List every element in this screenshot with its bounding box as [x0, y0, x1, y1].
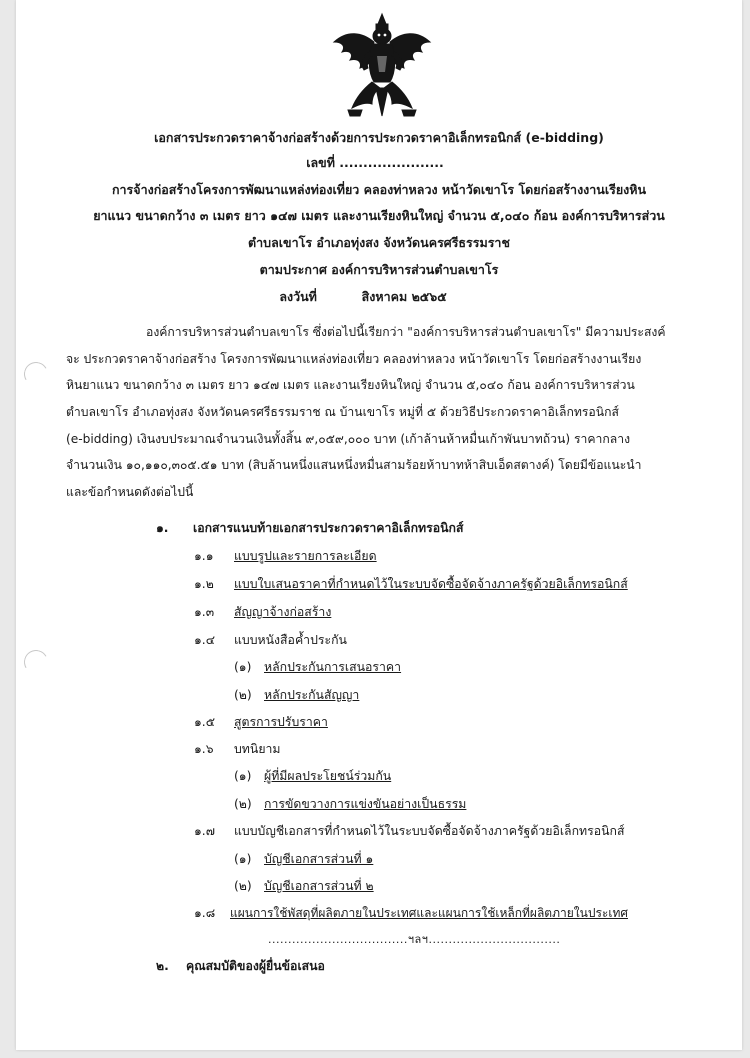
document-title: เอกสารประกวดราคาจ้างก่อสร้างด้วยการประกวดราคาอิเล็กทรอนิกส์ (e-bidding) — [154, 130, 604, 145]
sub-item-number: (๑) — [234, 769, 252, 783]
item-number: ๑.๕ — [194, 715, 216, 729]
item-text: แผนการใช้พัสดุที่ผลิตภายในประเทศและแผนการใช้เหล็กที่ผลิตภายในประเทศ — [230, 906, 628, 920]
body-line-6: จำนวนเงิน ๑๐,๑๑๐,๓๐๕.๕๑ บาท (สิบล้านหนึ่งแสนหนึ่งหมื่นสามร้อยห้าบาทห้าสิบเอ็ดสตางค์) โดยมีข้อแนะนำ — [66, 458, 642, 472]
sub-item-number: (๑) — [234, 660, 252, 674]
item-number: ๑.๗ — [194, 824, 215, 838]
document-page — [16, 0, 742, 1050]
sub-item-text: หลักประกันสัญญา — [264, 688, 360, 702]
ellipsis-line: ...................................ฯลฯ................................. — [268, 933, 561, 946]
section-2-number: ๒. — [156, 959, 169, 973]
item-text: บทนิยาม — [234, 742, 281, 756]
sub-item-number: (๑) — [234, 852, 252, 866]
sub-item-text: บัญชีเอกสารส่วนที่ ๒ — [264, 879, 374, 893]
date-line — [0, 287, 726, 307]
item-number: ๑.๑ — [194, 549, 214, 563]
body-line-1: องค์การบริหารส่วนตำบลเขาโร ซึ่งต่อไปนี้เรียกว่า "องค์การบริหารส่วนตำบลเขาโร" มีความประสงค์ — [146, 325, 666, 339]
sub-item-number: (๒) — [234, 879, 252, 893]
item-text: สัญญาจ้างก่อสร้าง — [234, 605, 332, 619]
section-1-title: เอกสารแนบท้ายเอกสารประกวดราคาอิเล็กทรอนิกส์ — [193, 521, 464, 535]
project-line-2: ยาแนว ขนาดกว้าง ๓ เมตร ยาว ๑๔๗ เมตร และงานเรียงหินใหญ่ จำนวน ๕,๐๔๐ ก้อน องค์การบริหารส่วน — [93, 208, 665, 223]
sub-item-text: การขัดขวางการแข่งขันอย่างเป็นธรรม — [264, 797, 467, 811]
section-2-title: คุณสมบัติของผู้ยื่นข้อเสนอ — [186, 959, 325, 973]
sub-item-number: (๒) — [234, 797, 252, 811]
body-line-3: หินยาแนว ขนาดกว้าง ๓ เมตร ยาว ๑๔๗ เมตร และงานเรียงหินใหญ่ จำนวน ๕,๐๔๐ ก้อน องค์การบริหารส่วน — [66, 378, 635, 392]
item-text: แบบบัญชีเอกสารที่กำหนดไว้ในระบบจัดซื้อจัดจ้างภาครัฐด้วยอิเล็กทรอนิกส์ — [234, 824, 625, 838]
sub-item-text: หลักประกันการเสนอราคา — [264, 660, 402, 674]
item-text: แบบหนังสือค้ำประกัน — [234, 633, 347, 647]
project-line-3: ตำบลเขาโร อำเภอทุ่งสง จังหวัดนครศรีธรรมราช — [248, 235, 510, 250]
date-value: สิงหาคม ๒๕๖๕ — [361, 289, 447, 304]
item-number: ๑.๘ — [194, 906, 216, 920]
item-text: แบบใบเสนอราคาที่กำหนดไว้ในระบบจัดซื้อจัดจ้างภาครัฐด้วยอิเล็กทรอนิกส์ — [234, 577, 628, 591]
date-label: ลงวันที่ — [279, 289, 317, 304]
sub-item-number: (๒) — [234, 688, 252, 702]
section-1-number: ๑. — [156, 521, 169, 535]
item-number: ๑.๖ — [194, 742, 214, 756]
body-line-2: จะ ประกวดราคาจ้างก่อสร้าง โครงการพัฒนาแหล่งท่องเที่ยว คลองท่าหลวง หน้าวัดเขาโร โดยก่อสร้างงานเรียง — [66, 352, 642, 366]
sub-item-text: บัญชีเอกสารส่วนที่ ๑ — [264, 852, 374, 866]
body-line-4: ตำบลเขาโร อำเภอทุ่งสง จังหวัดนครศรีธรรมราช ณ บ้านเขาโร หมู่ที่ ๕ ด้วยวิธีประกวดราคาอิเล็กทรอนิกส์ — [66, 405, 619, 419]
garuda-emblem-icon — [332, 12, 432, 120]
body-line-7: และข้อกำหนดดังต่อไปนี้ — [66, 485, 194, 499]
item-number: ๑.๒ — [194, 577, 214, 591]
announcement-line: ตามประกาศ องค์การบริหารส่วนตำบลเขาโร — [259, 262, 499, 277]
project-line-1: การจ้างก่อสร้างโครงการพัฒนาแหล่งท่องเที่ยว คลองท่าหลวง หน้าวัดเขาโร โดยก่อสร้างงานเรียงหิน — [111, 182, 647, 197]
body-line-5: (e-bidding) เงินงบประมาณจำนวนเงินทั้งสิ้น ๙,๐๕๙,๐๐๐ บาท (เก้าล้านห้าหมื่นเก้าพันบาทถ้วน) ราคากลาง — [66, 432, 631, 446]
item-text: แบบรูปและรายการละเอียด — [234, 549, 377, 563]
item-number: ๑.๔ — [194, 633, 216, 647]
document-number: เลขที่ ...................... — [306, 155, 444, 170]
item-number: ๑.๓ — [194, 605, 215, 619]
item-text: สูตรการปรับราคา — [234, 715, 328, 729]
sub-item-text: ผู้ที่มีผลประโยชน์ร่วมกัน — [264, 769, 392, 783]
